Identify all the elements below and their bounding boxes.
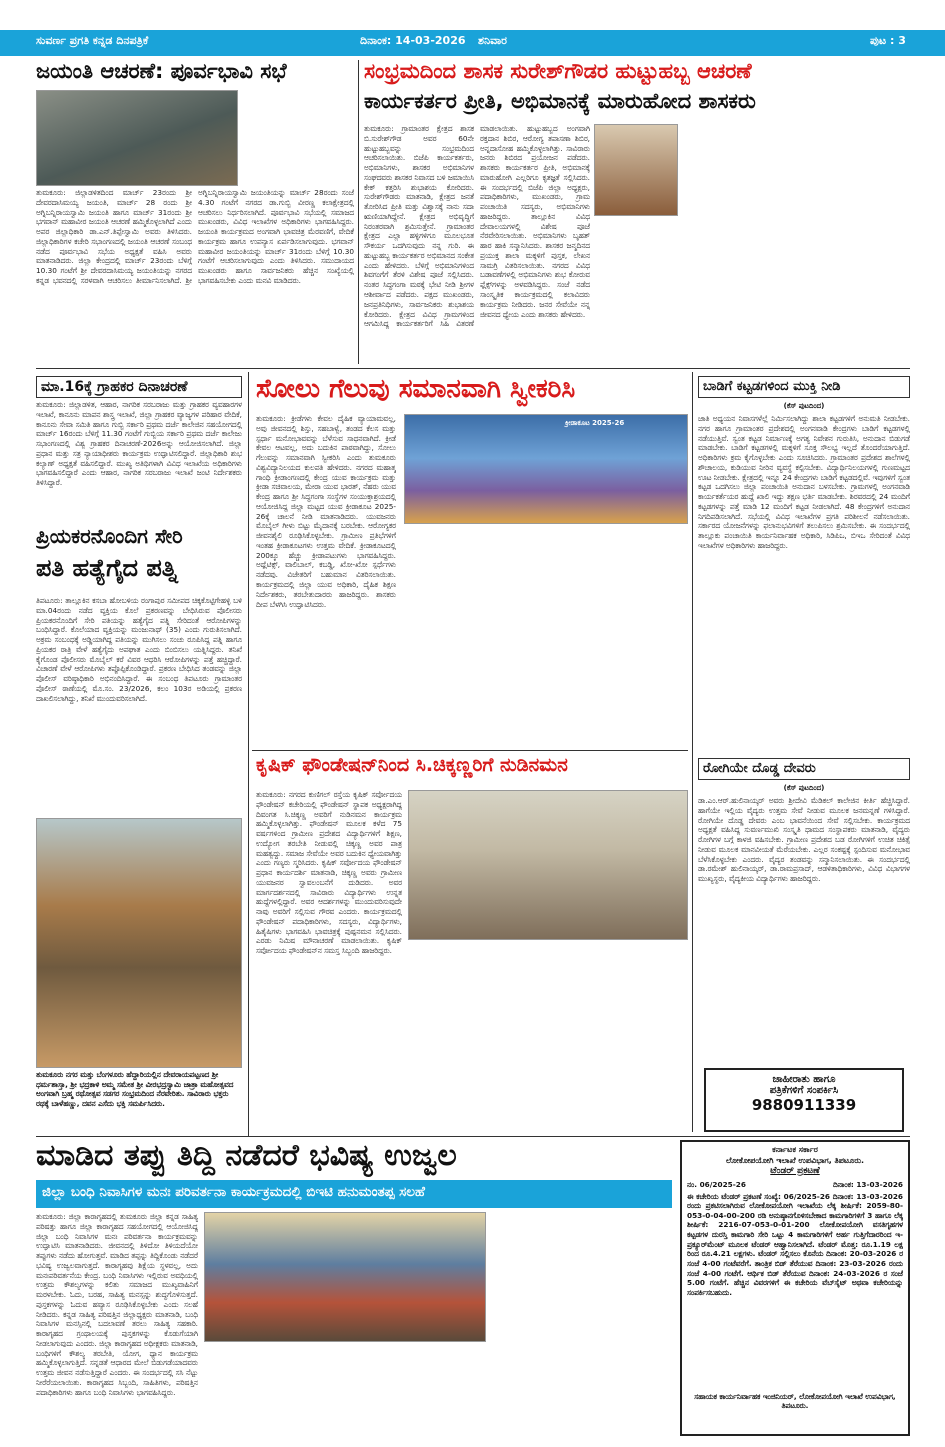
masthead [0, 0, 945, 56]
tender-body: ಈ ಕಚೇರಿಯ ಟೆಂಡರ್ ಪ್ರಕಟಣೆ ಸಂಖ್ಯೆ: 06/2025-26 ದಿನಾಂಕ: 13-03-2026 ರಂದು ಪ್ರಕಟಿಸಲಾಗಿರುವ ಲೋಕೋಪಯೋಗಿ ಇಲಾಖೆಯ ಲೆಕ್ಕ ಶೀರ್ಷಿಕೆ: 2059-80-053-0-04-00-200 ರಡಿ ಅನುಷ್ಠಾನಗೊಳಿಸಬೇಕಾದ ಕಾಮಗಾರಿಗಳಿಗೆ 3 ಹಾಗೂ ಲೆಕ್ಕ ಶೀರ್ಷಿಕೆ: 2216-07-053-0-01-200 ಲೋಕೋಪಯೋಗಿ ವಸತಿಗೃಹಗಳ ಕಟ್ಟಡಗಳ ದುರಸ್ತಿ ಕಾಮಗಾರಿ ಸೇರಿ ಒಟ್ಟು 4 ಕಾಮಗಾರಿಗಳಿಗೆ ಅರ್ಹ ಗುತ್ತಿಗೆದಾರರಿಂದ ಇ-ಪ್ರಕ್ಯೂರ್‌ಮೆಂಟ್ ಮೂಲಕ ಟೆಂಡರ್ ಆಹ್ವಾನಿಸಲಾಗಿದೆ. ಟೆಂಡರ್ ಮೊತ್ತ: ರೂ.1.19 ಲಕ್ಷ ರಿಂದ ರೂ.4.21 ಲಕ್ಷಗಳು. ಟೆಂಡರ್ ಸಲ್ಲಿಸಲು ಕೊನೆಯ ದಿನಾಂಕ: 20-03-2026 ರ ಸಂಜೆ 4-00 ಗಂಟೆವರೆಗೆ. ತಾಂತ್ರಿಕ ಬಿಡ್ ತೆರೆಯುವ ದಿನಾಂಕ: 23-03-2026 ರಂದು ಸಂಜೆ 4-00 ಗಂಟೆಗೆ. ಆರ್ಥಿಕ ಬಿಡ್ ತೆರೆಯುವ ದಿನಾಂಕ: 24-03-2026 ರ ಸಂಜೆ 5.00 ಗಂಟೆಗೆ. ಹೆಚ್ಚಿನ ವಿವರಗಳಿಗೆ ಈ ಕಚೇರಿಯ ವೆಬ್‌ಸೈಟ್ ಅಥವಾ ಕಚೇರಿಯನ್ನು ಸಂಪರ್ಕಿಸಬಹುದು. [687, 1191, 903, 1297]
tribute-meeting-photo [408, 790, 688, 940]
article-headline: ಬಾಡಿಗೆ ಕಟ್ಟಡಗಳಿಂದ ಮುಕ್ತಿ ನೀಡಿ [698, 376, 910, 398]
article-body: ತುಮಕೂರು: ಕ್ರೀಡೆಗಳು ಕೇವಲ ದೈಹಿಕ ವ್ಯಾಯಾಮವಲ್ಲ, ಅವು ಜೀವನದಲ್ಲಿ ಶಿಸ್ತು, ಸಹಬಾಳ್ವೆ, ತಂಡದ ಕೆಲಸ ಮತ್ತು ಸ್ಪರ್ಧಾ ಮನೋಭಾವವನ್ನು ಬೆಳೆಸುವ ಸಾಧನವಾಗಿದೆ. ಕ್ರೀಡೆ ಕೇವಲ ಆಟವಲ್ಲ, ಅದು ಬದುಕಿನ ಪಾಠವಾಗಿದ್ದು, ಸೋಲು ಗೆಲುವನ್ನು ಸಮಾನವಾಗಿ ಸ್ವೀಕರಿಸಿ ಎಂದು ತುಮಕೂರು ವಿಶ್ವವಿದ್ಯಾನಿಲಯದ ಕುಲಪತಿ ಹೇಳಿದರು. ನಗರದ ಮಹಾತ್ಮ ಗಾಂಧಿ ಕ್ರೀಡಾಂಗಣದಲ್ಲಿ ಕೇಂದ್ರ ಯುವ ಕಾರ್ಯಕ್ರಮ ಮತ್ತು ಕ್ರೀಡಾ ಸಚಿವಾಲಯ, ಮೇರಾ ಯುವ ಭಾರತ್, ನೆಹರು ಯುವ ಕೇಂದ್ರ ಹಾಗೂ ಶ್ರೀ ಸಿದ್ಧಗಂಗಾ ಸಂಸ್ಥೆಗಳ ಸಂಯುಕ್ತಾಶ್ರಯದಲ್ಲಿ ಆಯೋಜಿಸಿದ್ದ ಜಿಲ್ಲಾ ಮಟ್ಟದ ಯುವ ಕ್ರೀಡಾಕೂಟ 2025-26ಕ್ಕೆ ಚಾಲನೆ ನೀಡಿ ಮಾತನಾಡಿದರು. ಯುವಜನರು ಮೊಬೈಲ್ ಗೀಳು ಬಿಟ್ಟು ಮೈದಾನಕ್ಕೆ ಬರಬೇಕು. ಆರೋಗ್ಯಕರ ಜೀವನಶೈಲಿ ರೂಢಿಸಿಕೊಳ್ಳಬೇಕು. ಗ್ರಾಮೀಣ ಪ್ರತಿಭೆಗಳಿಗೆ ಇಂತಹ ಕ್ರೀಡಾಕೂಟಗಳು ಉತ್ತಮ ವೇದಿಕೆ. ಕ್ರೀಡಾಕೂಟದಲ್ಲಿ 200ಕ್ಕೂ ಹೆಚ್ಚು ಕ್ರೀಡಾಪಟುಗಳು ಭಾಗವಹಿಸಿದ್ದರು. ಅಥ್ಲೆಟಿಕ್ಸ್, ವಾಲಿಬಾಲ್, ಕಬಡ್ಡಿ, ಖೋ-ಖೋ ಸ್ಪರ್ಧೆಗಳು ನಡೆದವು. ವಿಜೇತರಿಗೆ ಬಹುಮಾನ ವಿತರಿಸಲಾಯಿತು. ಕಾರ್ಯಕ್ರಮದಲ್ಲಿ ಜಿಲ್ಲಾ ಯುವ ಅಧಿಕಾರಿ, ದೈಹಿಕ ಶಿಕ್ಷಣ ನಿರ್ದೇಶಕರು, ತರಬೇತುದಾರರು ಹಾಜರಿದ್ದರು. ಶಾಸಕರು ದೀಪ ಬೆಳಗಿಸಿ ಉದ್ಘಾಟಿಸಿದರು. [256, 414, 396, 609]
article-body-continued [204, 1346, 486, 1436]
ad-line2: ಪತ್ರಿಕೆಗಳಿಗೆ ಸಂಪರ್ಕಿಸಿ [769, 1085, 839, 1096]
article-headline: ರೋಗಿಯೇ ದೊಡ್ಡ ದೇವರು [698, 758, 910, 780]
tender-notice [680, 1140, 910, 1436]
weekday: ಶನಿವಾರ [478, 34, 507, 47]
page-number: ಪುಟ : 3 [870, 34, 906, 47]
meeting-photo [36, 90, 238, 186]
article-body-continued [240, 90, 354, 186]
tender-number: ನಂ. 06/2025-26 [687, 1179, 746, 1189]
article-body: ತುಮಕೂರು: ಜಿಲ್ಲಾ ಕಾರಾಗೃಹದಲ್ಲಿ ತುಮಕೂರು ಜಿಲ್ಲಾ ಕನ್ನಡ ಸಾಹಿತ್ಯ ಪರಿಷತ್ತು ಹಾಗೂ ಜಿಲ್ಲಾ ಕಾರಾಗೃಹದ ಸಹಯೋಗದಲ್ಲಿ ಆಯೋಜಿಸಿದ್ದ ಜಿಲ್ಲಾ ಬಂಧಿ ನಿವಾಸಿಗಳ ಮನಃ ಪರಿವರ್ತನಾ ಕಾರ್ಯಕ್ರಮವನ್ನು ಉದ್ಘಾಟಿಸಿ ಮಾತನಾಡಿದರು. ಜೀವನದಲ್ಲಿ ತಿಳಿದೋ ತಿಳಿಯದೆಯೋ ತಪ್ಪುಗಳು ನಡೆದು ಹೋಗುತ್ತವೆ. ಮಾಡಿದ ತಪ್ಪನ್ನು ತಿದ್ದಿಕೊಂಡು ನಡೆದರೆ ಭವಿಷ್ಯ ಉಜ್ವಲವಾಗುತ್ತದೆ. ಕಾರಾಗೃಹವು ಶಿಕ್ಷೆಯ ಸ್ಥಳವಲ್ಲ, ಅದು ಮನಃಪರಿವರ್ತನೆಯ ಕೇಂದ್ರ. ಬಂಧಿ ನಿವಾಸಿಗಳು ಇಲ್ಲಿರುವ ಅವಧಿಯಲ್ಲಿ ಉತ್ತಮ ಕೌಶಲ್ಯಗಳನ್ನು ಕಲಿತು ಸಮಾಜದ ಮುಖ್ಯವಾಹಿನಿಗೆ ಮರಳಬೇಕು. ಓದು, ಬರಹ, ಸಾಹಿತ್ಯ ಮನಸ್ಸನ್ನು ಶುದ್ಧಗೊಳಿಸುತ್ತದೆ. ಪುಸ್ತಕಗಳನ್ನು ಓದುವ ಹವ್ಯಾಸ ರೂಢಿಸಿಕೊಳ್ಳಬೇಕು ಎಂದು ಸಲಹೆ ನೀಡಿದರು. ಕನ್ನಡ ಸಾಹಿತ್ಯ ಪರಿಷತ್ತಿನ ಜಿಲ್ಲಾಧ್ಯಕ್ಷರು ಮಾತನಾಡಿ, ಬಂಧಿ ನಿವಾಸಿಗಳ ಮನಸ್ಸಿನಲ್ಲಿ ಬದಲಾವಣೆ ತರಲು ಸಾಹಿತ್ಯ ಸಹಕಾರಿ. ಕಾರಾಗೃಹದ ಗ್ರಂಥಾಲಯಕ್ಕೆ ಪುಸ್ತಕಗಳನ್ನು ಕೊಡುಗೆಯಾಗಿ ನೀಡಲಾಗುವುದು ಎಂದರು. ಜಿಲ್ಲಾ ಕಾರಾಗೃಹದ ಅಧೀಕ್ಷಕರು ಮಾತನಾಡಿ, ಬಂಧಿಗಳಿಗೆ ಕೌಶಲ್ಯ ತರಬೇತಿ, ಯೋಗ, ಧ್ಯಾನ ಕಾರ್ಯಕ್ರಮ ಹಮ್ಮಿಕೊಳ್ಳಲಾಗುತ್ತಿದೆ. ಸನ್ನಡತೆ ಆಧಾರದ ಮೇಲೆ ಬಿಡುಗಡೆಯಾದವರು ಉತ್ತಮ ಜೀವನ ನಡೆಸುತ್ತಿದ್ದಾರೆ ಎಂದರು. ಈ ಸಂದರ್ಭದಲ್ಲಿ ಸಸಿ ನೆಟ್ಟು ನೀರೆರೆಯಲಾಯಿತು. ಕಾರಾಗೃಹದ ಸಿಬ್ಬಂದಿ, ಸಾಹಿತಿಗಳು, ಪರಿಷತ್ತಿನ ಪದಾಧಿಕಾರಿಗಳು ಹಾಗೂ ಬಂಧಿ ನಿವಾಸಿಗಳು ಭಾಗವಹಿಸಿದ್ದರು. [36, 1212, 198, 1397]
article-body: ಜಾತಿ ಅಧ್ಯಯನ ನಿವಾಸಗಳೆಲ್ಲೆ ನಿರ್ಮಿಸಲಾಗಿದ್ದು ಶಾಲಾ ಕಟ್ಟಡಗಳಿಗೆ ಅನುಮತಿ ನೀಡಬೇಕು. ನಗರ ಹಾಗೂ ಗ್ರಾಮಾಂತರ ಪ್ರದೇಶದಲ್ಲಿ ಅಂಗನವಾಡಿ ಕೇಂದ್ರಗಳು ಬಾಡಿಗೆ ಕಟ್ಟಡಗಳಲ್ಲಿ ನಡೆಯುತ್ತಿವೆ. ಸ್ವಂತ ಕಟ್ಟಡ ನಿರ್ಮಾಣಕ್ಕೆ ಅಗತ್ಯ ನಿವೇಶನ ಗುರುತಿಸಿ, ಅನುದಾನ ಬಿಡುಗಡೆ ಮಾಡಬೇಕು. ಬಾಡಿಗೆ ಕಟ್ಟಡಗಳಲ್ಲಿ ಮಕ್ಕಳಿಗೆ ಸೂಕ್ತ ಸೌಲಭ್ಯ ಇಲ್ಲದೆ ತೊಂದರೆಯಾಗುತ್ತಿದೆ. ಅಧಿಕಾರಿಗಳು ಕ್ರಮ ಕೈಗೊಳ್ಳಬೇಕು ಎಂದು ಸೂಚಿಸಿದರು. ಗ್ರಾಮಾಂತರ ಪ್ರದೇಶದ ಶಾಲೆಗಳಲ್ಲಿ ಶೌಚಾಲಯ, ಕುಡಿಯುವ ನೀರಿನ ವ್ಯವಸ್ಥೆ ಕಲ್ಪಿಸಬೇಕು. ವಿದ್ಯಾರ್ಥಿನಿಲಯಗಳಲ್ಲಿ ಗುಣಮಟ್ಟದ ಊಟ ನೀಡಬೇಕು. ಕ್ಷೇತ್ರದಲ್ಲಿ ಇನ್ನೂ 24 ಕೇಂದ್ರಗಳು ಬಾಡಿಗೆ ಕಟ್ಟಡದಲ್ಲಿವೆ. ಇವುಗಳಿಗೆ ಸ್ವಂತ ಕಟ್ಟಡ ಒದಗಿಸಲು ಜಿಲ್ಲಾ ಪಂಚಾಯಿತಿ ಅನುದಾನ ಬಳಸಬೇಕು. ಗ್ರಾಮಗಳಲ್ಲಿ ಅಂಗನವಾಡಿ ಕಾರ್ಯಕರ್ತೆಯರ ಹುದ್ದೆ ಖಾಲಿ ಇದ್ದು ತಕ್ಷಣ ಭರ್ತಿ ಮಾಡಬೇಕು. ಶಿರವರದಲ್ಲಿ 24 ಮಂದಿಗೆ ಕಟ್ಟಡಗಳನ್ನು ಪತ್ತೆ ಮಾಡಿ 12 ಮಂದಿಗೆ ಕಟ್ಟಡ ನೀಡಲಾಗಿದೆ. 48 ಕೇಂದ್ರಗಳಿಗೆ ಅನುದಾನ ನಿಗದಿಪಡಿಸಲಾಗಿದೆ. ಸಭೆಯಲ್ಲಿ ವಿವಿಧ ಇಲಾಖೆಗಳ ಪ್ರಗತಿ ಪರಿಶೀಲನೆ ನಡೆಸಲಾಯಿತು. ಸರ್ಕಾರದ ಯೋಜನೆಗಳನ್ನು ಫಲಾನುಭವಿಗಳಿಗೆ ತಲುಪಿಸಲು ಶ್ರಮಿಸಬೇಕು. ಈ ಸಂದರ್ಭದಲ್ಲಿ ತಾಲ್ಲೂಕು ಪಂಚಾಯಿತಿ ಕಾರ್ಯನಿರ್ವಾಹಕ ಅಧಿಕಾರಿ, ಸಿಡಿಪಿಒ, ಬಿಇಒ ಸೇರಿದಂತೆ ವಿವಿಧ ಇಲಾಖೆಗಳ ಅಧಿಕಾರಿಗಳು ಹಾಜರಿದ್ದರು. [698, 414, 910, 550]
article-body-continued [404, 528, 688, 744]
tender-date: ದಿನಾಂಕ: 13-03-2026 [833, 1179, 903, 1189]
article-body: ತುಮಕೂರು: ನಗರದ ಕುಣಿಗಲ್ ರಸ್ತೆಯ ಕೃಷಿಕ್ ಸರ್ವೋದಯ ಫೌಂಡೇಷನ್ ಕಚೇರಿಯಲ್ಲಿ ಫೌಂಡೇಷನ್ ಸ್ಥಾಪಕ ಅಧ್ಯಕ್ಷರಾಗಿದ್ದ ದಿವಂಗತ ಸಿ.ಚಿಕ್ಕಣ್ಣ ಅವರಿಗೆ ನುಡಿನಮನ ಕಾರ್ಯಕ್ರಮ ಹಮ್ಮಿಕೊಳ್ಳಲಾಗಿತ್ತು. ಫೌಂಡೇಷನ್ ಮೂಲಕ ಕಳೆದ 75 ವರ್ಷಗಳಿಂದ ಗ್ರಾಮೀಣ ಪ್ರದೇಶದ ವಿದ್ಯಾರ್ಥಿಗಳಿಗೆ ಶಿಕ್ಷಣ, ಉದ್ಯೋಗ ತರಬೇತಿ ನೀಡುವಲ್ಲಿ ಚಿಕ್ಕಣ್ಣ ಅವರ ಪಾತ್ರ ಮಹತ್ವದ್ದು. ಸಮಾಜ ಸೇವೆಯೇ ಅವರ ಬದುಕಿನ ಧ್ಯೇಯವಾಗಿತ್ತು ಎಂದು ಗಣ್ಯರು ಸ್ಮರಿಸಿದರು. ಕೃಷಿಕ್ ಸರ್ವೋದಯ ಫೌಂಡೇಷನ್ ಪ್ರಧಾನ ಕಾರ್ಯದರ್ಶಿ ಮಾತನಾಡಿ, ಚಿಕ್ಕಣ್ಣ ಅವರು ಗ್ರಾಮೀಣ ಯುವಜನರ ಸ್ವಾವಲಂಬನೆಗೆ ದುಡಿದರು. ಅವರ ಮಾರ್ಗದರ್ಶನದಲ್ಲಿ ಸಾವಿರಾರು ವಿದ್ಯಾರ್ಥಿಗಳು ಉನ್ನತ ಹುದ್ದೆಗಳಲ್ಲಿದ್ದಾರೆ. ಅವರ ಆದರ್ಶಗಳನ್ನು ಮುಂದುವರಿಸುವುದೇ ನಾವು ಅವರಿಗೆ ಸಲ್ಲಿಸುವ ಗೌರವ ಎಂದರು. ಕಾರ್ಯಕ್ರಮದಲ್ಲಿ ಫೌಂಡೇಷನ್ ಪದಾಧಿಕಾರಿಗಳು, ಸದಸ್ಯರು, ವಿದ್ಯಾರ್ಥಿಗಳು, ಹಿತೈಷಿಗಳು ಭಾಗವಹಿಸಿ ಭಾವಚಿತ್ರಕ್ಕೆ ಪುಷ್ಪನಮನ ಸಲ್ಲಿಸಿದರು. ಎರಡು ನಿಮಿಷ ಮೌನಾಚರಣೆ ಮಾಡಲಾಯಿತು. ಕೃಷಿಕ್ ಸರ್ವೋದಯ ಫೌಂಡೇಷನ್‌ನ ಸಮಸ್ತ ಸಿಬ್ಬಂದಿ ಹಾಜರಿದ್ದರು. [256, 790, 402, 956]
tender-signature: ಸಹಾಯಕ ಕಾರ್ಯನಿರ್ವಾಹಕ ಇಂಜಿನಿಯರ್, ಲೋಕೋಪಯೋಗಿ ಇಲಾಖೆ ಉಪವಿಭಾಗ, ತಿಪಟೂರು. [694, 1391, 896, 1411]
article-body: ತುಮಕೂರು: ಗ್ರಾಮಾಂತರ ಕ್ಷೇತ್ರದ ಶಾಸಕ ಬಿ.ಸುರೇಶ್‌ಗೌಡ ಅವರ 60ನೇ ಹುಟ್ಟುಹಬ್ಬವನ್ನು ಸಂಭ್ರಮದಿಂದ ಆಚರಿಸಲಾಯಿತು. ಬಿಜೆಪಿ ಕಾರ್ಯಕರ್ತರು, ಅಭಿಮಾನಿಗಳು, ಶಾಸಕರ ಅಭಿಮಾನಿಗಳ ಸಂಘದವರು ಶಾಸಕರ ನಿವಾಸದ ಬಳಿ ಜಮಾಯಿಸಿ ಕೇಕ್ ಕತ್ತರಿಸಿ ಶುಭಾಶಯ ಕೋರಿದರು. ಸುರೇಶ್‌ಗೌಡರು ಮಾತನಾಡಿ, ಕ್ಷೇತ್ರದ ಜನತೆ ತೋರಿಸಿದ ಪ್ರೀತಿ ಮತ್ತು ವಿಶ್ವಾಸಕ್ಕೆ ನಾನು ಸದಾ ಋಣಿಯಾಗಿದ್ದೇನೆ. ಕ್ಷೇತ್ರದ ಅಭಿವೃದ್ಧಿಗೆ ನಿರಂತರವಾಗಿ ಶ್ರಮಿಸುತ್ತೇನೆ. ಗ್ರಾಮಾಂತರ ಕ್ಷೇತ್ರದ ಎಲ್ಲಾ ಹಳ್ಳಿಗಳಿಗೂ ಮೂಲಭೂತ ಸೌಕರ್ಯ ಒದಗಿಸುವುದು ನನ್ನ ಗುರಿ. ಈ ಹುಟ್ಟುಹಬ್ಬ ಕಾರ್ಯಕರ್ತರ ಅಭಿಮಾನದ ಸಂಕೇತ ಎಂದು ಹೇಳಿದರು. ಬೆಳಿಗ್ಗೆ ಅಭಿಮಾನಿಗಳಿಂದ ಶಿವಗಂಗೆಗೆ ತೆರಳಿ ವಿಶೇಷ ಪೂಜೆ ಸಲ್ಲಿಸಿದರು. ನಂತರ ಸಿದ್ಧಗಂಗಾ ಮಠಕ್ಕೆ ಭೇಟಿ ನೀಡಿ ಶ್ರೀಗಳ ಆಶೀರ್ವಾದ ಪಡೆದರು. ಪಕ್ಷದ ಮುಖಂಡರು, ಜನಪ್ರತಿನಿಧಿಗಳು, ಸಾರ್ವಜನಿಕರು ಶುಭಾಶಯ ಕೋರಿದರು. ಕ್ಷೇತ್ರದ ವಿವಿಧ ಗ್ರಾಮಗಳಿಂದ ಆಗಮಿಸಿದ್ದ ಕಾರ್ಯಕರ್ತರಿಗೆ ಸಿಹಿ ವಿತರಣೆ ಮಾಡಲಾಯಿತು. ಹುಟ್ಟುಹಬ್ಬದ ಅಂಗವಾಗಿ ರಕ್ತದಾನ ಶಿಬಿರ, ಆರೋಗ್ಯ ತಪಾಸಣಾ ಶಿಬಿರ, ಅನ್ನದಾಸೋಹ ಹಮ್ಮಿಕೊಳ್ಳಲಾಗಿತ್ತು. ಸಾವಿರಾರು ಜನರು ಶಿಬಿರದ ಪ್ರಯೋಜನ ಪಡೆದರು. ಶಾಸಕರು ಕಾರ್ಯಕರ್ತರ ಪ್ರೀತಿ, ಅಭಿಮಾನಕ್ಕೆ ಮಾರುಹೋಗಿ ಎಲ್ಲರಿಗೂ ಕೃತಜ್ಞತೆ ಸಲ್ಲಿಸಿದರು. ಈ ಸಂದರ್ಭದಲ್ಲಿ ಬಿಜೆಪಿ ಜಿಲ್ಲಾ ಅಧ್ಯಕ್ಷರು, ಪದಾಧಿಕಾರಿಗಳು, ಮುಖಂಡರು, ಗ್ರಾಮ ಪಂಚಾಯಿತಿ ಸದಸ್ಯರು, ಅಭಿಮಾನಿಗಳು ಹಾಜರಿದ್ದರು. ತಾಲ್ಲೂಕಿನ ವಿವಿಧ ದೇವಾಲಯಗಳಲ್ಲಿ ವಿಶೇಷ ಪೂಜೆ ನೆರವೇರಿಸಲಾಯಿತು. ಅಭಿಮಾನಿಗಳು ಬೃಹತ್ ಹಾರ ಹಾಕಿ ಸನ್ಮಾನಿಸಿದರು. ಶಾಸಕರ ಜನ್ಮದಿನದ ಪ್ರಯುಕ್ತ ಶಾಲಾ ಮಕ್ಕಳಿಗೆ ಪುಸ್ತಕ, ಲೇಖನ ಸಾಮಗ್ರಿ ವಿತರಿಸಲಾಯಿತು. ನಗರದ ವಿವಿಧ ಬಡಾವಣೆಗಳಲ್ಲಿ ಅಭಿಮಾನಿಗಳು ಶುಭ ಕೋರುವ ಫ್ಲೆಕ್ಸ್‌ಗಳನ್ನು ಅಳವಡಿಸಿದ್ದರು. ಸಂಜೆ ನಡೆದ ಸಾಂಸ್ಕೃತಿಕ ಕಾರ್ಯಕ್ರಮದಲ್ಲಿ ಕಲಾವಿದರು ಕಾರ್ಯಕ್ರಮ ನೀಡಿದರು. ಜನರ ಸೇವೆಯೇ ನನ್ನ ಜೀವನದ ಧ್ಯೇಯ ಎಂದು ಶಾಸಕರು ಹೇಳಿದರು. [364, 124, 590, 329]
chariot-festival-photo [36, 818, 242, 1068]
prison-program-photo [204, 1212, 486, 1342]
article-body-continued [594, 220, 678, 364]
ad-phone: 9880911339 [751, 1096, 857, 1114]
tender-ref-row [687, 1180, 903, 1190]
article-headline-line2: ಪತಿ ಹತ್ಯೆಗೈದ ಪತ್ನಿ [36, 556, 178, 582]
article-body: ತುಮಕೂರು: ಜಿಲ್ಲಾಡಳಿತದಿಂದ ಮಾರ್ಚ್ 23ರಂದು ಶ್ರೀ ದೇವರದಾಸಿಮಯ್ಯ ಜಯಂತಿ, ಮಾರ್ಚ್ 28 ರಂದು ಶ್ರೀ ಅಗ್ನಿಬನ್ನಿರಾಯಸ್ವಾಮಿ ಜಯಂತಿ ಹಾಗೂ ಮಾರ್ಚ್ 31ರಂದು ಶ್ರೀ ಭಗವಾನ್ ಮಹಾವೀರ ಜಯಂತಿ ಆಚರಣೆ ಹಮ್ಮಿಕೊಳ್ಳಲಾಗಿದೆ ಎಂದು ಅಪರ ಜಿಲ್ಲಾಧಿಕಾರಿ ಡಾ.ಎನ್.ತಿಪ್ಪೇಸ್ವಾಮಿ ಅವರು ತಿಳಿಸಿದರು. ಜಿಲ್ಲಾಧಿಕಾರಿಗಳ ಕಚೇರಿ ಸಭಾಂಗಣದಲ್ಲಿ ಜಯಂತಿ ಆಚರಣೆ ಸಂಬಂಧ ನಡೆದ ಪೂರ್ವಭಾವಿ ಸಭೆಯ ಅಧ್ಯಕ್ಷತೆ ವಹಿಸಿ ಅವರು ಮಾತನಾಡಿದರು. ಜಿಲ್ಲಾ ಕೇಂದ್ರದಲ್ಲಿ ಮಾರ್ಚ್ 23ರಂದು ಬೆಳಿಗ್ಗೆ 10.30 ಗಂಟೆಗೆ ಶ್ರೀ ದೇವರದಾಸಿಮಯ್ಯ ಜಯಂತಿಯನ್ನು ನಗರದ ಕನ್ನಡ ಭವನದಲ್ಲಿ ಸರಳವಾಗಿ ಆಚರಿಸಲು ತೀರ್ಮಾನಿಸಲಾಗಿದೆ. ಶ್ರೀ ಅಗ್ನಿಬನ್ನಿರಾಯಸ್ವಾಮಿ ಜಯಂತಿಯನ್ನು ಮಾರ್ಚ್ 28ರಂದು ಸಂಜೆ 4.30 ಗಂಟೆಗೆ ನಗರದ ಡಾ.ಗುಬ್ಬಿ ವೀರಣ್ಣ ಕಲಾಕ್ಷೇತ್ರದಲ್ಲಿ ಆಚರಿಸಲು ನಿರ್ಧರಿಸಲಾಗಿದೆ. ಪೂರ್ವಭಾವಿ ಸಭೆಯಲ್ಲಿ ಸಮಾಜದ ಮುಖಂಡರು, ವಿವಿಧ ಇಲಾಖೆಗಳ ಅಧಿಕಾರಿಗಳು ಭಾಗವಹಿಸಿದ್ದರು. ಜಯಂತಿ ಕಾರ್ಯಕ್ರಮದ ಅಂಗವಾಗಿ ಭಾವಚಿತ್ರ ಮೆರವಣಿಗೆ, ವೇದಿಕೆ ಕಾರ್ಯಕ್ರಮ ಹಾಗೂ ಉಪನ್ಯಾಸ ಏರ್ಪಡಿಸಲಾಗುವುದು. ಭಗವಾನ್ ಮಹಾವೀರ ಜಯಂತಿಯನ್ನು ಮಾರ್ಚ್ 31ರಂದು ಬೆಳಿಗ್ಗೆ 10.30 ಗಂಟೆಗೆ ಆಚರಿಸಲಾಗುವುದು ಎಂದು ತಿಳಿಸಿದರು. ಸಮುದಾಯದ ಮುಖಂಡರು ಹಾಗೂ ಸಾರ್ವಜನಿಕರು ಹೆಚ್ಚಿನ ಸಂಖ್ಯೆಯಲ್ಲಿ ಭಾಗವಹಿಸಬೇಕು ಎಂದು ಮನವಿ ಮಾಡಿದರು. [36, 188, 354, 285]
byline: (ಕೆಸ್‌ ಪುಟದಿಂದ) [783, 402, 825, 410]
article-headline: ಮಾಡಿದ ತಪ್ಪು ತಿದ್ದಿ ನಡೆದರೆ ಭವಿಷ್ಯ ಉಜ್ವಲ [36, 1140, 457, 1173]
article-body-continued-2 [492, 1212, 672, 1436]
article-subheadline: ಜಿಲ್ಲಾ ಬಂಧಿ ನಿವಾಸಿಗಳ ಮನಃ ಪರಿವರ್ತನಾ ಕಾರ್ಯಕ್ರಮದಲ್ಲಿ ಬಿಇಟಿ ಹನುಮಂತಪ್ಪ ಸಲಹೆ [36, 1180, 672, 1208]
article-body-continued [408, 944, 688, 1134]
article-subheadline: ಕಾರ್ಯಕರ್ತರ ಪ್ರೀತಿ, ಅಭಿಮಾನಕ್ಕೆ ಮಾರುಹೋದ ಶಾಸಕರು [364, 90, 756, 113]
article-body: ತಿಪಟೂರು: ತಾಲ್ಲೂಕಿನ ಕಸಬಾ ಹೋಬಳಿಯ ರಂಗಾಪುರ ಸಮೀಪದ ಚಿಕ್ಕಕೊಟ್ಟಿಗೇಹಳ್ಳಿ ಬಳಿ ಮಾ.04ರಂದು ನಡೆದ ವ್ಯಕ್ತಿಯ ಕೊಲೆ ಪ್ರಕರಣವನ್ನು ಬೇಧಿಸಿರುವ ಪೊಲೀಸರು ಪ್ರಿಯಕರನೊಂದಿಗೆ ಸೇರಿ ಪತಿಯನ್ನು ಹತ್ಯೆಗೈದ ಪತ್ನಿ ಸೇರಿದಂತೆ ಆರೋಪಿಗಳನ್ನು ಬಂಧಿಸಿದ್ದಾರೆ. ಕೊಲೆಯಾದ ವ್ಯಕ್ತಿಯನ್ನು ಮಂಜುನಾಥ್ (35) ಎಂದು ಗುರುತಿಸಲಾಗಿದೆ. ಅಕ್ರಮ ಸಂಬಂಧಕ್ಕೆ ಅಡ್ಡಿಯಾಗಿದ್ದ ಪತಿಯನ್ನು ಮುಗಿಸಲು ಸಂಚು ರೂಪಿಸಿದ್ದ ಪತ್ನಿ ಹಾಗೂ ಪ್ರಿಯಕರ ರಾತ್ರಿ ವೇಳೆ ಹತ್ಯೆಗೈದು ಅಪಘಾತ ಎಂದು ಬಿಂಬಿಸಲು ಯತ್ನಿಸಿದ್ದರು. ತನಿಖೆ ಕೈಗೊಂಡ ಪೊಲೀಸರು ಮೊಬೈಲ್ ಕರೆ ವಿವರ ಆಧರಿಸಿ ಆರೋಪಿಗಳನ್ನು ಪತ್ತೆ ಹಚ್ಚಿದ್ದಾರೆ. ವಿಚಾರಣೆ ವೇಳೆ ಆರೋಪಿಗಳು ತಪ್ಪೊಪ್ಪಿಕೊಂಡಿದ್ದಾರೆ. ಪ್ರಕರಣ ಬೇಧಿಸಿದ ತಂಡವನ್ನು ಜಿಲ್ಲಾ ಪೊಲೀಸ್ ವರಿಷ್ಠಾಧಿಕಾರಿ ಅಭಿನಂದಿಸಿದ್ದಾರೆ. ಈ ಸಂಬಂಧ ತಿಪಟೂರು ಗ್ರಾಮಾಂತರ ಪೊಲೀಸ್ ಠಾಣೆಯಲ್ಲಿ ಮೊ.ಸಂ. 23/2026, ಕಲಂ 103ರ ಅಡಿಯಲ್ಲಿ ಪ್ರಕರಣ ದಾಖಲಿಸಲಾಗಿದ್ದು, ತನಿಖೆ ಮುಂದುವರಿಸಲಾಗಿದೆ. [36, 596, 242, 703]
mla-portrait [594, 124, 678, 216]
ad-line1: ಜಾಹೀರಾತು ಹಾಗೂ [772, 1074, 836, 1085]
tender-dept: ಲೋಕೋಪಯೋಗಿ ಇಲಾಖೆ ಉಪವಿಭಾಗ, ತಿಪಟೂರು. [725, 1155, 865, 1165]
article-headline: ಕೃಷಿಕ್ ಫೌಂಡೇಷನ್‌ನಿಂದ ಸಿ.ಚಿಕ್ಕಣ್ಣರಿಗೆ ನುಡಿನಮನ [256, 756, 568, 776]
article-headline: ಸೋಲು ಗೆಲುವು ಸಮಾನವಾಗಿ ಸ್ವೀಕರಿಸಿ [256, 376, 576, 404]
paper-name: ಸುವರ್ಣ ಪ್ರಗತಿ ಕನ್ನಡ ದಿನಪತ್ರಿಕೆ [36, 34, 149, 47]
photo-caption: ತುಮಕೂರು ನಗರ ಮತ್ತು ಬೆಂಗಳೂರು ಹೆದ್ದಾರಿಯಲ್ಲಿನ ದೇವರಾಯಪಟ್ಟಣದ ಶ್ರೀ ಧರ್ಮಶಾಸ್ತಾ, ಶ್ರೀ ಭದ್ರಕಾಳಿ ಅಮ್ಮ ಸಮೇತ ಶ್ರೀ ವೀರಭದ್ರಸ್ವಾಮಿ ಜಾತ್ರಾ ಮಹೋತ್ಸವದ ಅಂಗವಾಗಿ ಬ್ರಹ್ಮ ರಥೋತ್ಸವ ಸಡಗರ ಸಂಭ್ರಮದಿಂದ ನೆರವೇರಿತು. ಸಾವಿರಾರು ಭಕ್ತರು ರಥಕ್ಕೆ ಬಾಳೆಹಣ್ಣು, ದವನ ಎಸೆದು ಭಕ್ತಿ ಸಮರ್ಪಿಸಿದರು. [36, 1070, 234, 1108]
article-headline: ಜಯಂತಿ ಆಚರಣೆ: ಪೂರ್ವಭಾವಿ ಸಭೆ [36, 60, 287, 83]
article-body: ಡಾ.ಎಂ.ಆರ್.ಹುಲಿನಾಯ್ಕರ್ ಅವರು ಶ್ರೀದೇವಿ ಮೆಡಿಕಲ್ ಕಾಲೇಜಿನ ಕೀರ್ತಿ ಹೆಚ್ಚಿಸಿದ್ದಾರೆ. ಹಾಗೆಯೇ ಇಲ್ಲಿಯ ವೈದ್ಯರು ಉತ್ತಮ ಸೇವೆ ನೀಡುವ ಮೂಲಕ ಜನಮನ್ನಣೆ ಗಳಿಸಿದ್ದಾರೆ. ರೋಗಿಯೇ ದೊಡ್ಡ ದೇವರು ಎಂಬ ಭಾವನೆಯಿಂದ ಸೇವೆ ಸಲ್ಲಿಸಬೇಕು. ಕಾರ್ಯಕ್ರಮದ ಅಧ್ಯಕ್ಷತೆ ವಹಿಸಿದ್ದ ಸುವರ್ಣಮುಖಿ ಸಂಸ್ಕೃತಿ ಧಾಮದ ಸಂಸ್ಥಾಪಕರು ಮಾತನಾಡಿ, ವೈದ್ಯರು ರೋಗಿಗಳ ಬಗ್ಗೆ ಕಾಳಜಿ ವಹಿಸಬೇಕು. ಗ್ರಾಮೀಣ ಪ್ರದೇಶದ ಬಡ ರೋಗಿಗಳಿಗೆ ಉಚಿತ ಚಿಕಿತ್ಸೆ ನೀಡುವ ಮೂಲಕ ಮಾನವೀಯತೆ ಮೆರೆಯಬೇಕು. ಎಲ್ಲರ ಸಂಕಷ್ಟಕ್ಕೆ ಸ್ಪಂದಿಸುವ ಮನೋಭಾವ ಬೆಳೆಸಿಕೊಳ್ಳಬೇಕು ಎಂದರು. ವೈದ್ಯರ ತಂಡವನ್ನು ಸನ್ಮಾನಿಸಲಾಯಿತು. ಈ ಸಂದರ್ಭದಲ್ಲಿ ಡಾ.ರಮೇಶ್ ಹುಲಿನಾಯ್ಕರ್, ಡಾ.ರಾಮಪ್ರಸಾದ್, ಆಡಳಿತಾಧಿಕಾರಿಗಳು, ವಿವಿಧ ವಿಭಾಗಗಳ ಮುಖ್ಯಸ್ಥರು, ವೈದ್ಯಕೀಯ ವಿದ್ಯಾರ್ಥಿಗಳು ಹಾಜರಿದ್ದರು. [698, 796, 910, 884]
byline: (ಕೆಸ್‌ ಪುಟದಿಂದ) [783, 784, 825, 792]
sports-event-photo [404, 414, 688, 524]
banner-text: ಕ್ರೀಡಾಕೂಟ 2025-26 [565, 419, 625, 427]
tender-govt: ಕರ್ನಾಟಕ ಸರ್ಕಾರ [772, 1145, 818, 1154]
article-headline: ಪ್ರಿಯಕರನೊಂದಿಗ ಸೇರಿ [36, 526, 183, 548]
issue-date: ದಿನಾಂಕ: 14-03-2026 [360, 34, 466, 47]
article-headline: ಸಂಭ್ರಮದಿಂದ ಶಾಸಕ ಸುರೇಶ್‌ಗೌಡರ ಹುಟ್ಟುಹಬ್ಬ ಆಚರಣೆ [364, 60, 752, 83]
tender-title: ಟೆಂಡರ್ ಪ್ರಕಟಣೆ [770, 1166, 820, 1177]
article-body: ತುಮಕೂರು: ಜಿಲ್ಲಾಡಳಿತ, ಆಹಾರ, ನಾಗರಿಕ ಸರಬರಾಜು ಮತ್ತು ಗ್ರಾಹಕರ ವ್ಯವಹಾರಗಳ ಇಲಾಖೆ, ಕಾನೂನು ಮಾಪನ ಶಾಸ್ತ್ರ ಇಲಾಖೆ, ಜಿಲ್ಲಾ ಗ್ರಾಹಕರ ವ್ಯಾಜ್ಯಗಳ ಪರಿಹಾರ ವೇದಿಕೆ, ಕಾನೂನು ಸೇವಾ ಸಮಿತಿ ಹಾಗೂ ಗುಬ್ಬಿ ಸರ್ಕಾರಿ ಪ್ರಥಮ ದರ್ಜೆ ಕಾಲೇಜಿನ ಸಹಯೋಗದಲ್ಲಿ ಮಾರ್ಚ್ 16ರಂದು ಬೆಳಿಗ್ಗೆ 11.30 ಗಂಟೆಗೆ ಗುಬ್ಬಿಯ ಸರ್ಕಾರಿ ಪ್ರಥಮ ದರ್ಜೆ ಕಾಲೇಜು ಸಭಾಂಗಣದಲ್ಲಿ ವಿಶ್ವ ಗ್ರಾಹಕರ ದಿನಾಚರಣೆ-2026ಅನ್ನು ಆಯೋಜಿಸಲಾಗಿದೆ. ಜಿಲ್ಲಾ ಪ್ರಧಾನ ಮತ್ತು ಸತ್ರ ನ್ಯಾಯಾಧೀಶರು ಕಾರ್ಯಕ್ರಮ ಉದ್ಘಾಟಿಸಲಿದ್ದಾರೆ. ಜಿಲ್ಲಾಧಿಕಾರಿ ಶುಭ ಕಲ್ಯಾಣ್ ಅಧ್ಯಕ್ಷತೆ ವಹಿಸಲಿದ್ದಾರೆ. ಮುಖ್ಯ ಅತಿಥಿಗಳಾಗಿ ವಿವಿಧ ಇಲಾಖೆಯ ಅಧಿಕಾರಿಗಳು ಭಾಗವಹಿಸಲಿದ್ದಾರೆ ಎಂದು ಆಹಾರ, ನಾಗರಿಕ ಸರಬರಾಜು ಇಲಾಖೆ ಜಂಟಿ ನಿರ್ದೇಶಕರು ತಿಳಿಸಿದ್ದಾರೆ. [36, 400, 242, 488]
ad-box [704, 1068, 904, 1132]
article-headline: ಮಾ.16ಕ್ಕೆ ಗ್ರಾಹಕರ ದಿನಾಚರಣೆ [36, 376, 242, 398]
